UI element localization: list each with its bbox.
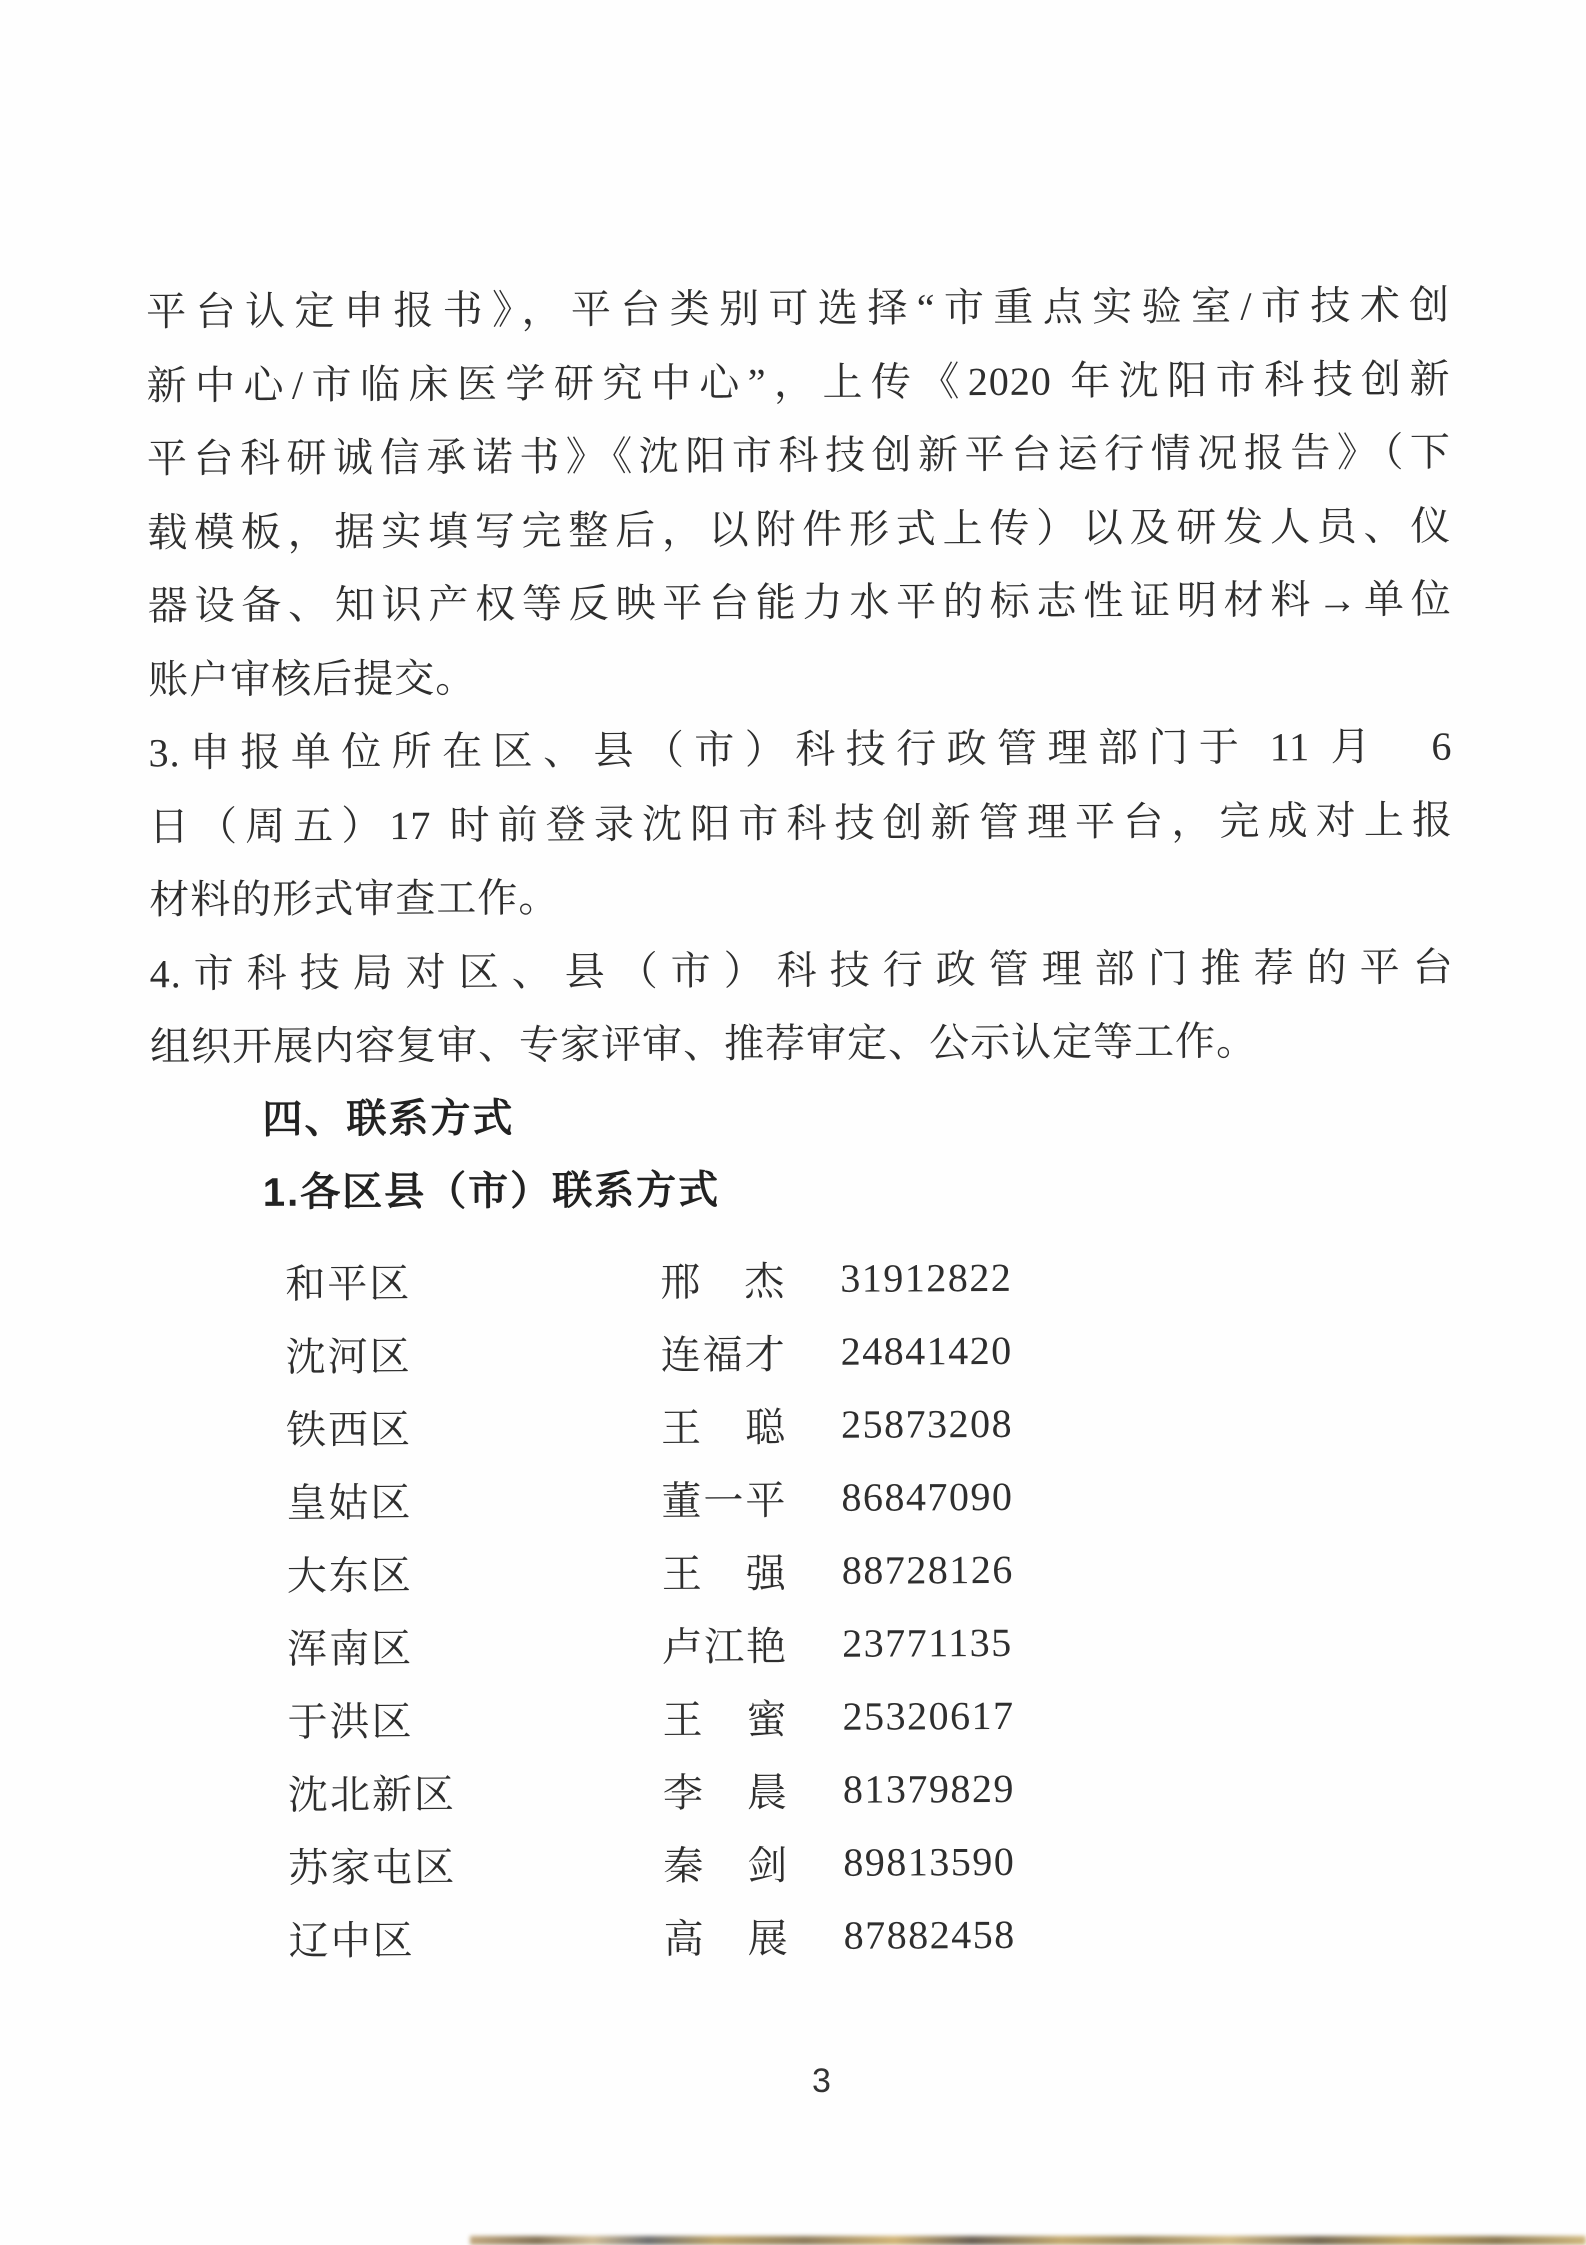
district-name: 和平区 [285,1260,412,1307]
text-line: 日（周五）17 时前登录沈阳市科技创新管理平台，完成对上报 [148,797,1453,849]
contact-person-name: 王 聪 [660,1404,788,1451]
district-name: 沈河区 [285,1333,412,1380]
contact-row [153,1603,1457,1683]
contact-table [151,1238,1459,1975]
paragraph-item-4 [149,930,1454,1084]
district-name: 于洪区 [287,1698,414,1745]
contact-row [151,1238,1455,1318]
text-line: 平台科研诚信承诺书》《沈阳市科技创新平台运行情况报告》（下 [146,429,1452,482]
paragraph-item-3 [148,710,1453,937]
text-line: 账户审核后提交。 [148,655,477,702]
contact-row [151,1311,1455,1391]
district-name: 皇姑区 [286,1479,413,1526]
contact-person-name: 邢 杰 [660,1258,787,1305]
contact-row [152,1384,1456,1464]
text-line: 4.市科技局对区、县（市）科技行政管理部门推荐的平台 [149,944,1454,996]
scan-edge-artifact [470,2236,1586,2245]
contact-row [154,1749,1458,1829]
contact-phone-number: 87882458 [843,1911,1016,1958]
text-line: 3.申报单位所在区、县（市）科技行政管理部门于 11 月 6 [148,723,1453,776]
contact-phone-number: 23771135 [842,1619,1013,1666]
contact-phone-number: 24841420 [840,1327,1013,1374]
contact-row [154,1822,1458,1902]
text-line: 载模板，据实填写完整后，以附件形式上传）以及研发人员、仪 [147,503,1452,555]
page-content [146,269,1459,1975]
contact-phone-number: 25320617 [842,1692,1015,1739]
contact-phone-number: 89813590 [843,1838,1016,1885]
contact-person-name: 高 展 [663,1915,790,1962]
contact-person-name: 李 晨 [662,1769,790,1816]
contact-phone-number: 25873208 [840,1400,1014,1447]
contact-person-name: 董一平 [661,1477,788,1524]
contact-phone-number: 31912822 [840,1254,1013,1301]
section-heading-contact: 四、联系方式 [262,1095,515,1142]
text-line: 平台认定申报书》，平台类别可选择“市重点实验室/市技术创 [146,282,1451,335]
contact-person-name: 卢江艳 [662,1623,789,1670]
page-number: 3 [812,2062,831,2100]
district-name: 苏家屯区 [288,1844,457,1891]
district-name: 辽中区 [288,1917,415,1964]
text-line: 新中心/市临床医学研究中心”，上传《2020 年沈阳市科技创新 [146,356,1451,408]
district-name: 铁西区 [285,1406,413,1453]
district-name: 沈北新区 [287,1771,457,1818]
contact-row [152,1457,1456,1537]
contact-person-name: 王 强 [661,1550,788,1597]
paragraph-upload-instructions [146,269,1452,717]
contact-row [155,1895,1459,1975]
contact-phone-number: 81379829 [842,1765,1016,1812]
contact-person-name: 连福才 [660,1331,787,1378]
text-line: 组织开展内容复审、专家评审、推荐审定、公示认定等工作。 [149,1018,1258,1070]
contact-person-name: 王 蜜 [662,1696,789,1743]
subsection-heading-district-contacts: 1.各区县（市）联系方式 [262,1168,721,1215]
district-name: 大东区 [286,1552,413,1599]
contact-row [153,1676,1457,1756]
contact-phone-number: 86847090 [841,1473,1014,1520]
contact-phone-number: 88728126 [841,1546,1014,1593]
district-name: 浑南区 [287,1625,414,1672]
text-line: 材料的形式审查工作。 [149,875,560,923]
contact-person-name: 秦 剑 [663,1842,790,1889]
text-line: 器设备、知识产权等反映平台能力水平的标志性证明材料→单位 [147,576,1452,629]
contact-row [153,1530,1457,1610]
